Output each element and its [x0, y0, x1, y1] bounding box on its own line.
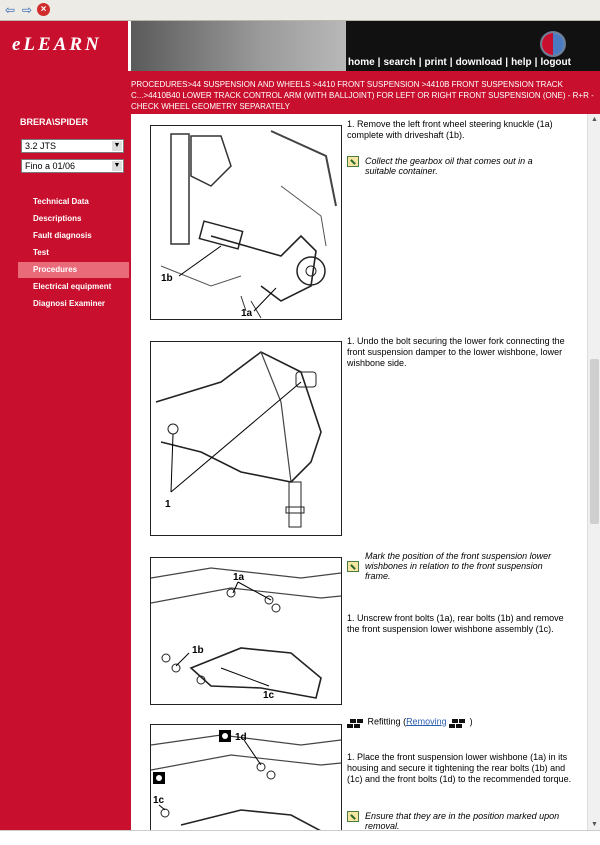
period-select[interactable] [21, 159, 124, 173]
nav-home[interactable]: home [348, 57, 375, 68]
label-1a: 1a [241, 308, 253, 319]
logo-area [0, 21, 131, 71]
refitting-line [347, 716, 473, 728]
label-1a: 1a [233, 572, 245, 583]
label-1d: 1d [235, 732, 247, 743]
note-icon [347, 156, 359, 167]
content-scrollbar[interactable] [587, 114, 600, 830]
procedure-content [131, 114, 587, 830]
step-3-note [347, 551, 577, 581]
sidebar-item-diagnosi-examiner[interactable]: Diagnosi Examiner [33, 299, 106, 308]
bricks-down-icon [347, 716, 365, 728]
chevron-down-icon[interactable]: ▼ [113, 142, 121, 149]
nav-help[interactable]: help [511, 57, 532, 68]
badge-text [568, 39, 569, 40]
nav-download[interactable]: download [455, 57, 503, 68]
step-1-text: 1. Remove the left front wheel steering knuckle (1a) complete with driveshaft (1b). [347, 119, 553, 140]
model-title: BRERA\SPIDER [20, 117, 89, 127]
diagram-wishbone-bolts [150, 557, 342, 705]
label-1c: 1c [263, 690, 275, 701]
sidebar-item-descriptions[interactable]: Descriptions [33, 214, 82, 223]
refitting-label: Refitting [367, 716, 401, 727]
alfa-romeo-badge-icon [540, 31, 566, 57]
label-1b: 1b [192, 645, 204, 656]
note-icon [347, 811, 359, 822]
scroll-down-icon[interactable]: ▼ [591, 821, 598, 828]
label-1: 1 [165, 499, 171, 510]
sidebar-item-test[interactable]: Test [33, 248, 49, 257]
elearn-logo: eLEARN [12, 34, 102, 55]
breadcrumb: PROCEDURES>44 SUSPENSION AND WHEELS >4410 FRONT SUSPENSION >4410B FRONT SUSPENSION TRACK C...>4410B40 LOWER TRACK CONTROL ARM (WITH BALLJOINT) FOR LEFT OR RIGHT FRONT SUSPENSION (ONE) - R+R - CHECK WHEEL GEOMETRY SEPARATELY [131, 80, 594, 111]
step-4-note-text: Ensure that they are in the position marked upon removal. [365, 811, 560, 830]
back-arrow-icon[interactable]: ⇦ [4, 3, 16, 17]
step-2-text: 1. Undo the bolt securing the lower fork connecting the front suspension damper to the lower wishbone, lower wishbone side. [347, 336, 565, 368]
sidebar-item-procedures[interactable]: Procedures [18, 262, 129, 278]
header-banner [131, 21, 346, 71]
sidebar-item-technical-data[interactable]: Technical Data [33, 197, 89, 206]
nav-logout[interactable]: logout [540, 57, 571, 68]
close-icon[interactable]: × [37, 3, 50, 16]
step-4-text: 1. Place the front suspension lower wishbone (1a) in its housing and secure it tightening the rear bolts (1b) and (1c) and the front bolts (1d) to the recommended torque. [347, 752, 572, 784]
forward-arrow-icon[interactable]: ⇨ [21, 3, 33, 17]
browser-toolbar [0, 0, 600, 21]
engine-value: 3.2 JTS [25, 141, 57, 151]
top-nav: home | search | print | download | help | logout [348, 57, 571, 68]
step-1-note-text: Collect the gearbox oil that comes out in a suitable container. [365, 156, 533, 176]
diagram-wishbone-refit [150, 724, 342, 830]
sidebar-item-fault-diagnosis[interactable]: Fault diagnosis [33, 231, 92, 240]
label-1b: 1b [161, 273, 173, 284]
bricks-up-icon [449, 716, 467, 728]
bottom-bar [0, 830, 600, 845]
period-value: Fino a 01/06 [25, 161, 76, 171]
step-1-note [347, 156, 577, 176]
engine-select[interactable] [21, 139, 124, 153]
sidebar [18, 114, 129, 824]
refit-paren-open: ( [403, 716, 407, 727]
diagram-steering-knuckle [150, 125, 342, 320]
step-3-note-text: Mark the position of the front suspension lower wishbones in relation to the front suspension frame. [365, 551, 552, 581]
sidebar-item-electrical-equipment[interactable]: Electrical equipment [33, 282, 112, 291]
step-3-text: 1. Unscrew front bolts (1a), rear bolts (1b) and remove the front suspension lower wishbone assembly (1c). [347, 613, 564, 634]
nav-print[interactable]: print [424, 57, 447, 68]
chevron-down-icon[interactable]: ▼ [113, 162, 121, 169]
app-header [0, 21, 600, 71]
nav-search[interactable]: search [383, 57, 416, 68]
removing-link[interactable]: Removing [406, 716, 447, 727]
note-icon [347, 561, 359, 572]
refit-paren-close: ) [469, 716, 473, 727]
scroll-up-icon[interactable]: ▲ [591, 116, 598, 123]
sidebar-menu [18, 194, 129, 313]
scroll-thumb[interactable] [590, 359, 599, 524]
diagram-lower-fork-bolt [150, 341, 342, 536]
step-4-note [347, 811, 577, 830]
label-1c: 1c [153, 795, 165, 806]
